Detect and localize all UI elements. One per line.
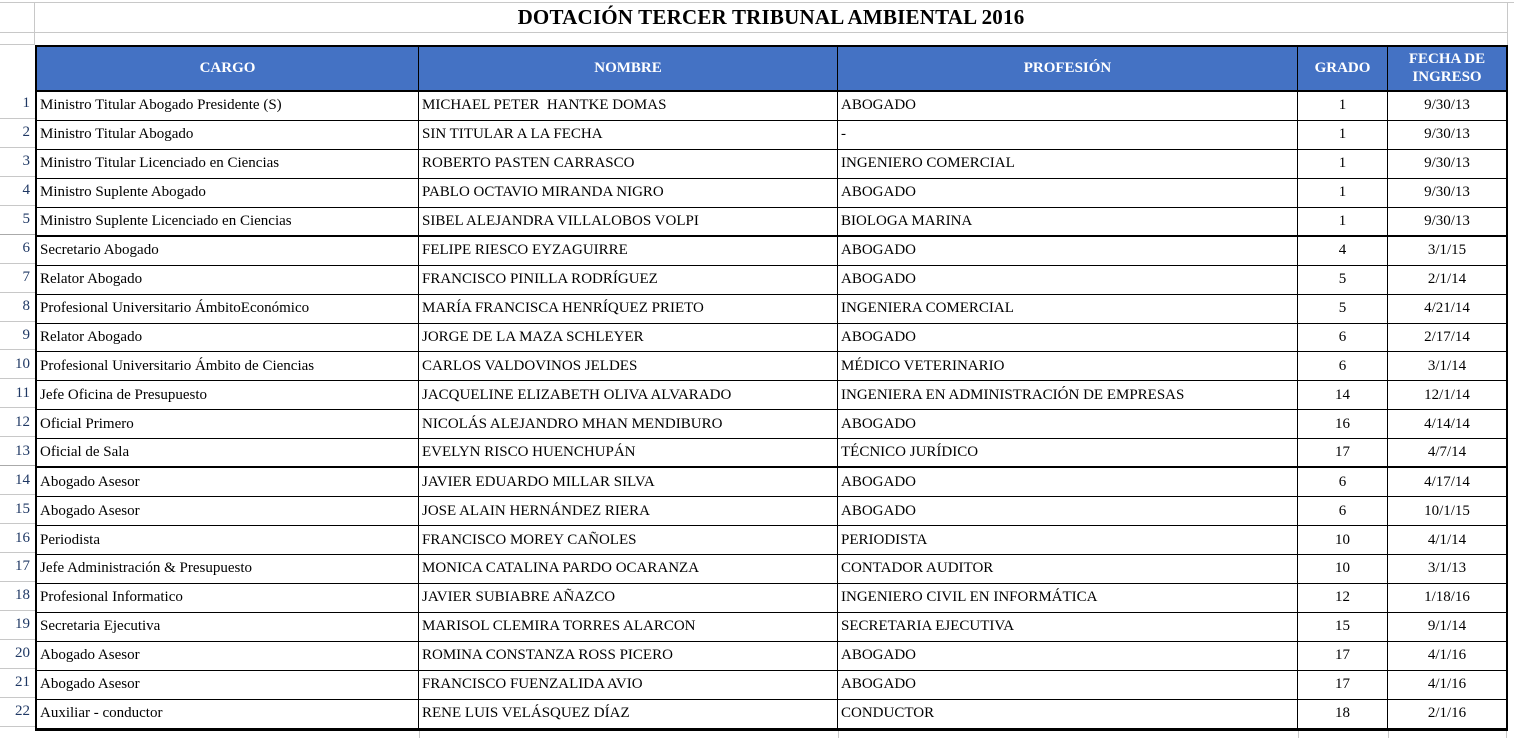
cell-fecha[interactable]: 2/1/16 <box>1427 705 1467 722</box>
row-number[interactable]: 7 <box>0 264 35 293</box>
cell-nombre[interactable]: MARISOL CLEMIRA TORRES ALARCON <box>419 613 838 641</box>
table-row <box>37 468 1506 497</box>
row-number[interactable]: 19 <box>0 611 35 640</box>
cell-cargo[interactable]: Secretaria Ejecutiva <box>37 613 419 641</box>
cell-profesion[interactable]: ABOGADO <box>838 92 1298 120</box>
cell-fecha[interactable]: 9/30/13 <box>1424 97 1470 114</box>
gridline <box>1506 731 1507 738</box>
table-row <box>37 237 1506 266</box>
cell-profesion[interactable]: ABOGADO <box>838 324 1298 352</box>
cell-fecha[interactable]: 4/21/14 <box>1424 300 1470 317</box>
cell-fecha[interactable]: 3/1/14 <box>1427 357 1467 374</box>
cell-fecha[interactable]: 4/14/14 <box>1424 415 1470 432</box>
cell-cargo[interactable]: Jefe Oficina de Presupuesto <box>37 381 419 409</box>
table-row <box>37 381 1506 410</box>
cell-profesion[interactable]: ABOGADO <box>838 497 1298 525</box>
row-number[interactable]: 3 <box>0 148 35 177</box>
row-number[interactable]: 21 <box>0 669 35 698</box>
gutter-cell-blank-spacer <box>0 33 35 45</box>
cell-cargo[interactable]: Oficial de Sala <box>37 439 419 466</box>
cell-nombre[interactable]: FELIPE RIESCO EYZAGUIRRE <box>419 237 838 265</box>
gridline <box>838 731 839 738</box>
cell-grado[interactable]: 10 <box>1298 526 1388 554</box>
cell-cargo[interactable]: Abogado Asesor <box>37 642 419 670</box>
cell-profesion[interactable]: INGENIERA EN ADMINISTRACIÓN DE EMPRESAS <box>838 381 1298 409</box>
cell-fecha[interactable]: 2/1/14 <box>1427 271 1467 288</box>
cell-cargo[interactable]: Profesional Universitario Ámbito de Ciencias <box>37 352 419 380</box>
row-number[interactable]: 9 <box>0 322 35 351</box>
cell-fecha[interactable]: 9/30/13 <box>1424 126 1470 143</box>
cell-cargo[interactable]: Abogado Asesor <box>37 468 419 496</box>
cell-nombre[interactable]: RENE LUIS VELÁSQUEZ DÍAZ <box>419 700 838 728</box>
cell-fecha[interactable]: 3/1/15 <box>1427 242 1467 259</box>
cell-cargo[interactable]: Oficial Primero <box>37 410 419 438</box>
cell-nombre[interactable]: MONICA CATALINA PARDO OCARANZA <box>419 555 838 583</box>
cell-grado[interactable]: 12 <box>1298 584 1388 612</box>
table-row <box>37 150 1506 179</box>
row-number-gutter <box>0 2 35 727</box>
column-header-profesion[interactable]: PROFESIÓN <box>838 47 1298 90</box>
cell-profesion[interactable]: ABOGADO <box>838 179 1298 207</box>
table-row <box>37 324 1506 353</box>
cell-grado[interactable]: 14 <box>1298 381 1388 409</box>
row-number[interactable]: 4 <box>0 177 35 206</box>
cell-grado[interactable]: 6 <box>1298 352 1388 380</box>
cell-cargo[interactable]: Ministro Suplente Licenciado en Ciencias <box>37 208 419 235</box>
table-row <box>37 584 1506 613</box>
table-row <box>37 526 1506 555</box>
cell-nombre[interactable]: FRANCISCO FUENZALIDA AVIO <box>419 671 838 699</box>
sheet-title[interactable]: DOTACIÓN TERCER TRIBUNAL AMBIENTAL 2016 <box>35 2 1508 33</box>
cell-profesion[interactable]: TÉCNICO JURÍDICO <box>838 439 1298 466</box>
row-number[interactable]: 5 <box>0 206 35 235</box>
row-number[interactable]: 20 <box>0 640 35 669</box>
cell-cargo[interactable]: Abogado Asesor <box>37 671 419 699</box>
cell-fecha[interactable]: 4/1/14 <box>1427 531 1467 548</box>
cell-grado[interactable]: 6 <box>1298 497 1388 525</box>
cell-fecha[interactable]: 9/1/14 <box>1427 618 1467 635</box>
spacer-row <box>35 33 1508 45</box>
cell-nombre[interactable]: SIBEL ALEJANDRA VILLALOBOS VOLPI <box>419 208 838 235</box>
table-row <box>37 352 1506 381</box>
table-row <box>37 410 1506 439</box>
staff-table <box>35 45 1508 731</box>
cell-fecha[interactable]: 3/1/13 <box>1427 560 1467 577</box>
table-row <box>37 179 1506 208</box>
cell-grado[interactable]: 5 <box>1298 266 1388 294</box>
cell-grado[interactable]: 10 <box>1298 555 1388 583</box>
bottom-sliver <box>35 731 1508 738</box>
cell-profesion[interactable]: CONDUCTOR <box>838 700 1298 728</box>
gridline <box>1388 731 1389 738</box>
row-number[interactable]: 18 <box>0 582 35 611</box>
cell-nombre[interactable]: FRANCISCO PINILLA RODRÍGUEZ <box>419 266 838 294</box>
cell-profesion[interactable]: MÉDICO VETERINARIO <box>838 352 1298 380</box>
table-row <box>37 642 1506 671</box>
cell-fecha[interactable]: 9/30/13 <box>1424 184 1470 201</box>
cell-cargo[interactable]: Relator Abogado <box>37 324 419 352</box>
cell-fecha[interactable]: 4/1/16 <box>1427 676 1467 693</box>
row-number[interactable]: 15 <box>0 495 35 524</box>
cell-cargo[interactable]: Auxiliar - conductor <box>37 700 419 728</box>
cell-grado[interactable]: 6 <box>1298 324 1388 352</box>
cell-grado[interactable]: 16 <box>1298 410 1388 438</box>
cell-cargo[interactable]: Profesional Informatico <box>37 584 419 612</box>
row-number[interactable]: 22 <box>0 698 35 727</box>
cell-cargo[interactable]: Profesional Universitario ÁmbitoEconómico <box>37 295 419 323</box>
cell-grado[interactable]: 18 <box>1298 700 1388 728</box>
cell-nombre[interactable]: CARLOS VALDOVINOS JELDES <box>419 352 838 380</box>
sheet-main-area <box>35 2 1508 738</box>
gutter-cell-blank-header <box>0 45 35 90</box>
cell-grado[interactable]: 1 <box>1298 150 1388 178</box>
cell-fecha[interactable]: 9/30/13 <box>1424 155 1470 172</box>
row-number[interactable]: 10 <box>0 350 35 379</box>
table-row <box>37 700 1506 729</box>
cell-grado[interactable]: 17 <box>1298 671 1388 699</box>
table-body <box>37 92 1506 729</box>
row-number[interactable]: 17 <box>0 553 35 582</box>
row-number[interactable]: 13 <box>0 437 35 466</box>
cell-fecha[interactable]: 4/7/14 <box>1427 444 1467 461</box>
cell-profesion[interactable]: ABOGADO <box>838 671 1298 699</box>
cell-cargo[interactable]: Abogado Asesor <box>37 497 419 525</box>
table-row <box>37 92 1506 121</box>
cell-nombre[interactable]: PABLO OCTAVIO MIRANDA NIGRO <box>419 179 838 207</box>
table-row <box>37 671 1506 700</box>
cell-cargo[interactable]: Ministro Titular Licenciado en Ciencias <box>37 150 419 178</box>
cell-fecha[interactable]: 4/17/14 <box>1424 473 1470 490</box>
gridline <box>1298 731 1299 738</box>
row-number[interactable]: 14 <box>0 466 35 495</box>
table-row <box>37 613 1506 642</box>
table-row <box>37 497 1506 526</box>
cell-nombre[interactable]: FRANCISCO MOREY CAÑOLES <box>419 526 838 554</box>
cell-cargo[interactable]: Secretario Abogado <box>37 237 419 265</box>
cell-cargo[interactable]: Periodista <box>37 526 419 554</box>
column-header-grado[interactable]: GRADO <box>1298 47 1388 90</box>
cell-grado[interactable]: 17 <box>1298 642 1388 670</box>
cell-grado[interactable]: 1 <box>1298 208 1388 235</box>
table-header-row <box>37 47 1506 92</box>
row-number[interactable]: 16 <box>0 524 35 553</box>
cell-nombre[interactable]: ROMINA CONSTANZA ROSS PICERO <box>419 642 838 670</box>
cell-profesion[interactable]: ABOGADO <box>838 410 1298 438</box>
row-number[interactable]: 6 <box>0 235 35 264</box>
cell-nombre[interactable]: SIN TITULAR A LA FECHA <box>419 121 838 149</box>
table-row <box>37 121 1506 150</box>
table-row <box>37 439 1506 468</box>
cell-grado[interactable]: 1 <box>1298 179 1388 207</box>
cell-profesion[interactable]: BIOLOGA MARINA <box>838 208 1298 235</box>
column-header-fecha[interactable]: FECHA DE INGRESO <box>1408 51 1486 85</box>
column-header-nombre[interactable]: NOMBRE <box>419 47 838 90</box>
cell-grado[interactable]: 17 <box>1298 439 1388 466</box>
row-number[interactable]: 12 <box>0 408 35 437</box>
row-number[interactable]: 11 <box>0 379 35 408</box>
table-row <box>37 555 1506 584</box>
gutter-cell-blank-title <box>0 2 35 33</box>
cell-nombre[interactable]: JAVIER EDUARDO MILLAR SILVA <box>419 468 838 496</box>
cell-profesion[interactable]: - <box>838 121 1298 149</box>
cell-nombre[interactable]: MARÍA FRANCISCA HENRÍQUEZ PRIETO <box>419 295 838 323</box>
cell-profesion[interactable]: ABOGADO <box>838 642 1298 670</box>
cell-fecha[interactable]: 12/1/14 <box>1424 386 1470 403</box>
cell-nombre[interactable]: NICOLÁS ALEJANDRO MHAN MENDIBURO <box>419 410 838 438</box>
cell-profesion[interactable]: CONTADOR AUDITOR <box>838 555 1298 583</box>
cell-profesion[interactable]: SECRETARIA EJECUTIVA <box>838 613 1298 641</box>
cell-grado[interactable]: 6 <box>1298 468 1388 496</box>
cell-nombre[interactable]: JOSE ALAIN HERNÁNDEZ RIERA <box>419 497 838 525</box>
row-number[interactable]: 8 <box>0 293 35 322</box>
cell-profesion[interactable]: ABOGADO <box>838 237 1298 265</box>
cell-profesion[interactable]: ABOGADO <box>838 468 1298 496</box>
cell-profesion[interactable]: PERIODISTA <box>838 526 1298 554</box>
cell-nombre[interactable]: ROBERTO PASTEN CARRASCO <box>419 150 838 178</box>
cell-profesion[interactable]: ABOGADO <box>838 266 1298 294</box>
column-header-cargo[interactable]: CARGO <box>37 47 419 90</box>
cell-grado[interactable]: 5 <box>1298 295 1388 323</box>
table-row <box>37 295 1506 324</box>
cell-fecha[interactable]: 10/1/15 <box>1424 502 1470 519</box>
cell-cargo[interactable]: Jefe Administración & Presupuesto <box>37 555 419 583</box>
row-number[interactable]: 2 <box>0 119 35 148</box>
cell-cargo[interactable]: Ministro Suplente Abogado <box>37 179 419 207</box>
cell-fecha[interactable]: 4/1/16 <box>1427 647 1467 664</box>
cell-nombre[interactable]: EVELYN RISCO HUENCHUPÁN <box>419 439 838 466</box>
cell-grado[interactable]: 15 <box>1298 613 1388 641</box>
cell-grado[interactable]: 1 <box>1298 92 1388 120</box>
cell-nombre[interactable]: JORGE DE LA MAZA SCHLEYER <box>419 324 838 352</box>
cell-fecha[interactable]: 9/30/13 <box>1424 212 1470 229</box>
gridline <box>419 731 420 738</box>
cell-cargo[interactable]: Ministro Titular Abogado Presidente (S) <box>37 92 419 120</box>
cell-cargo[interactable]: Ministro Titular Abogado <box>37 121 419 149</box>
cell-profesion[interactable]: INGENIERO COMERCIAL <box>838 150 1298 178</box>
cell-nombre[interactable]: MICHAEL PETER HANTKE DOMAS <box>419 92 838 120</box>
cell-cargo[interactable]: Relator Abogado <box>37 266 419 294</box>
cell-grado[interactable]: 4 <box>1298 237 1388 265</box>
cell-fecha[interactable]: 2/17/14 <box>1424 328 1470 345</box>
cell-profesion[interactable]: INGENIERO CIVIL EN INFORMÁTICA <box>838 584 1298 612</box>
row-number[interactable]: 1 <box>0 90 35 119</box>
table-row <box>37 208 1506 237</box>
cell-nombre[interactable]: JAVIER SUBIABRE AÑAZCO <box>419 584 838 612</box>
cell-grado[interactable]: 1 <box>1298 121 1388 149</box>
cell-nombre[interactable]: JACQUELINE ELIZABETH OLIVA ALVARADO <box>419 381 838 409</box>
table-row <box>37 266 1506 295</box>
cell-fecha[interactable]: 1/18/16 <box>1424 589 1470 606</box>
cell-profesion[interactable]: INGENIERA COMERCIAL <box>838 295 1298 323</box>
